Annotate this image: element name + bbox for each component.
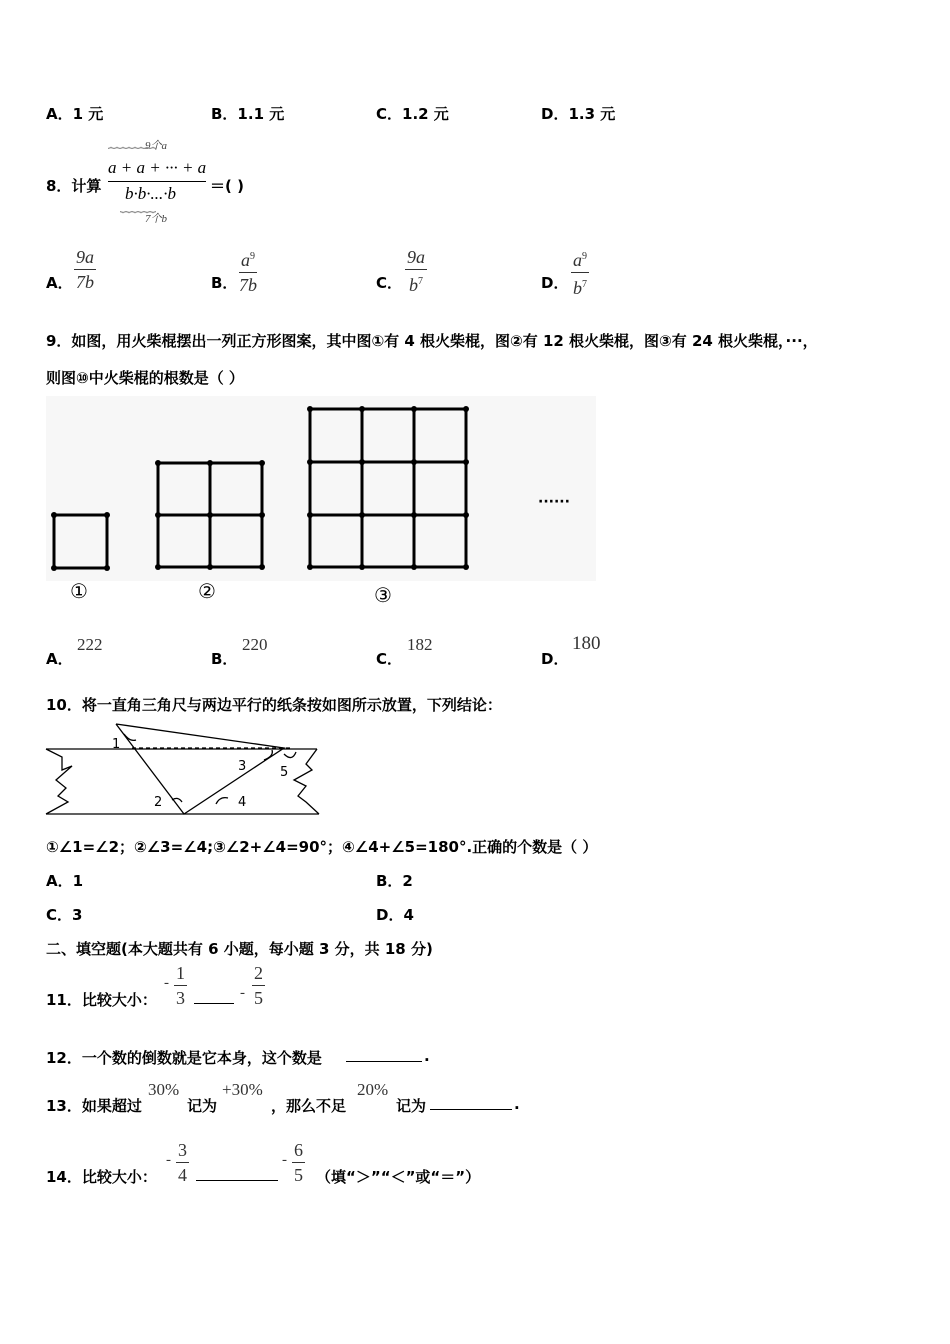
q8-option-c-den-exp: 7 [418, 276, 423, 287]
q14-fraction-1 [176, 1139, 189, 1186]
q8-option-d-letter: D． [541, 274, 569, 292]
angle-label-1: 1 [112, 737, 121, 752]
q9-stem-line2: 则图⑩中火柴棍的根数是（ ） [46, 369, 244, 387]
q8-option-b-num-exp: 9 [250, 251, 255, 262]
q8-option-d-num: a [573, 250, 582, 270]
figure-3-label: ③ [374, 583, 392, 607]
q10-conclusions: ①∠1=∠2；②∠3=∠4;③∠2+∠4=90°；④∠4+∠5=180°.正确的个数是（ ） [46, 838, 598, 856]
q13-end: . [514, 1095, 520, 1113]
q8-top-brace: ⏞⏞⏞⏞⏞⏞⏞⏞ [108, 148, 156, 159]
q9-option-b-letter: B． [211, 650, 238, 668]
angle-label-2: 2 [154, 795, 163, 810]
section-2-heading: 二、填空题(本大题共有 6 小题，每小题 3 分，共 18 分) [46, 940, 433, 958]
q11-answer-blank[interactable] [194, 989, 234, 1008]
q8-suffix: ＝( ) [210, 177, 244, 195]
q13-part1: 13．如果超过 [46, 1097, 142, 1115]
q14-f1-den: 4 [178, 1165, 187, 1185]
q11-fraction-2 [252, 962, 265, 1009]
q8-option-d-num-exp: 9 [582, 251, 587, 262]
q14-f2-num: 6 [292, 1139, 305, 1163]
q7-option-d: D．1.3 元 [541, 105, 616, 123]
q8-top-brace-label: 9个a [145, 140, 167, 152]
q8-bottom-brace: ⏟⏟⏟⏟⏟⏟ [120, 202, 156, 213]
q11-minus-1: - [164, 975, 169, 991]
q8-option-a-den: 7b [76, 272, 94, 292]
q7-option-a: A．1 元 [46, 105, 104, 123]
q10-option-b: B．2 [376, 872, 413, 890]
q8-bottom-brace-label: 7个b [145, 213, 167, 225]
q7-option-b: B．1.1 元 [211, 105, 285, 123]
q11-f1-num: 1 [174, 962, 187, 986]
q11-f2-den: 5 [254, 988, 263, 1008]
q11-f2-num: 2 [252, 962, 265, 986]
angle-label-3: 3 [238, 759, 247, 774]
q9-option-b-value: 220 [242, 635, 268, 654]
q10-option-c: C．3 [46, 906, 83, 924]
q8-option-d-den-exp: 7 [582, 279, 587, 290]
q8-option-d-den: b [573, 278, 582, 298]
q8-number: 8．计算 [46, 177, 102, 195]
q8-option-a-num: 9a [74, 246, 96, 270]
q13-part3: ，那么不足 [271, 1097, 347, 1115]
q8-fraction-bar [108, 181, 206, 182]
q10-triangle-strip-figure [44, 722, 324, 822]
q9-option-c-letter: C． [376, 650, 403, 668]
q8-option-c-num: 9a [405, 246, 427, 270]
q11-label: 11．比较大小： [46, 991, 157, 1009]
q9-option-c-value: 182 [407, 635, 433, 654]
q10-option-d: D．4 [376, 906, 414, 924]
q14-fraction-2 [292, 1139, 305, 1186]
q8-option-c-fraction [405, 246, 427, 296]
q11-f1-den: 3 [176, 988, 185, 1008]
q7-option-c: C．1.2 元 [376, 105, 449, 123]
q13-answer-blank[interactable] [430, 1095, 512, 1114]
q8-option-b-den: 7b [239, 275, 257, 295]
q9-option-a-letter: A． [46, 650, 73, 668]
q14-f1-num: 3 [176, 1139, 189, 1163]
q9-matchstick-figure [46, 396, 596, 616]
q13-part4: 记为 [396, 1097, 427, 1115]
q14-answer-blank[interactable] [196, 1166, 278, 1185]
q12-text: 12．一个数的倒数就是它本身，这个数是 [46, 1049, 322, 1067]
q8-option-b-letter: B． [211, 274, 238, 292]
q14-minus-1: - [166, 1152, 171, 1168]
q14-minus-2: - [282, 1152, 287, 1168]
q8-option-b-fraction [239, 246, 257, 296]
q9-option-d-letter: D． [541, 650, 569, 668]
q8-option-c-den: b [409, 275, 418, 295]
figure-1-label: ① [70, 579, 88, 603]
q13-value3: 20% [357, 1080, 389, 1099]
q11-fraction-1 [174, 962, 187, 1009]
q13-value1: 30% [148, 1080, 180, 1099]
q10-option-a: A．1 [46, 872, 84, 890]
angle-label-4: 4 [238, 795, 247, 810]
q11-minus-2: - [240, 985, 245, 1001]
q10-stem: 10．将一直角三角尺与两边平行的纸条按如图所示放置，下列结论： [46, 696, 502, 714]
q9-option-d-value: 180 [572, 633, 601, 654]
q13-value2: +30% [222, 1080, 263, 1099]
q12-answer-blank[interactable] [346, 1047, 422, 1066]
figure-ellipsis: ······ [538, 494, 570, 510]
q9-option-a-value: 222 [77, 635, 103, 654]
q14-f2-den: 5 [294, 1165, 303, 1185]
q8-option-b-num: a [241, 250, 250, 270]
q8-denominator: b·b·...·b [125, 184, 176, 203]
q8-option-a-fraction [74, 246, 96, 293]
q9-stem-line1: 9．如图，用火柴棍摆出一列正方形图案，其中图①有 4 根火柴棍，图②有 12 根火柴棍，图③有 24 根火柴棍，···， [46, 332, 818, 350]
q8-option-c-letter: C． [376, 274, 403, 292]
q13-part2: 记为 [187, 1097, 218, 1115]
q8-option-a-letter: A． [46, 274, 73, 292]
q8-option-d-fraction [571, 246, 589, 299]
figure-2-label: ② [198, 579, 216, 603]
q12-end: . [424, 1047, 430, 1065]
angle-label-5: 5 [280, 765, 289, 780]
q14-label: 14．比较大小： [46, 1168, 157, 1186]
q14-tail: （填“＞”“＜”或“＝”） [316, 1168, 481, 1186]
q8-numerator: a + a + ··· + a [108, 158, 207, 177]
